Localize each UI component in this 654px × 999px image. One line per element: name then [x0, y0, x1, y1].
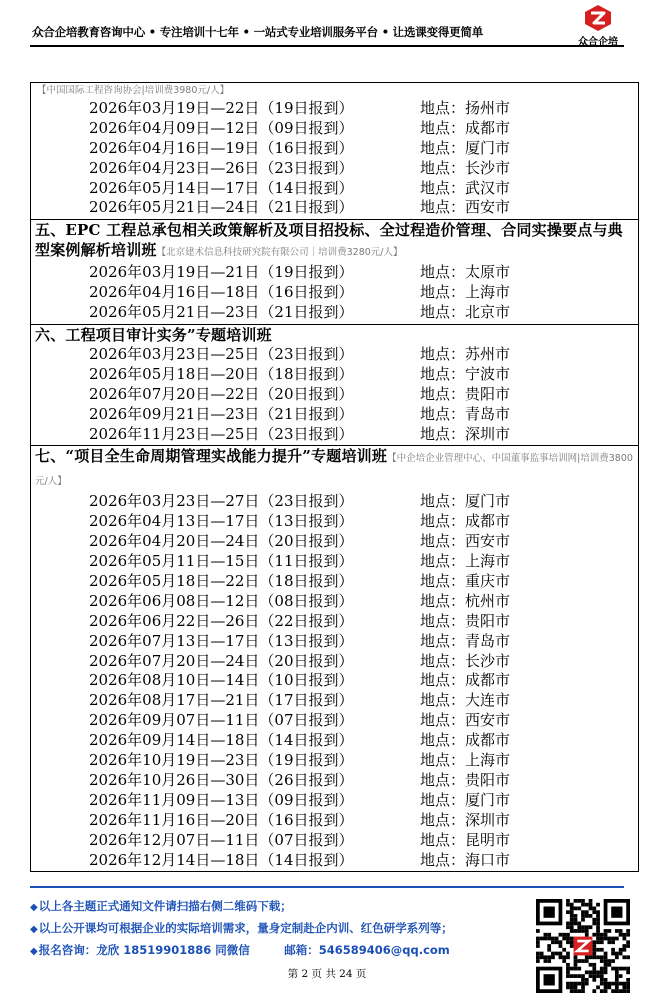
schedule-row — [31, 532, 638, 552]
session-dates: 2026年07月13日—17日（13日报到） — [89, 631, 354, 650]
schedule-row — [31, 139, 638, 159]
schedule-row — [31, 711, 638, 731]
schedule-row — [31, 119, 638, 139]
session-location: 地点：西安市 — [420, 711, 511, 730]
session-location: 地点：宁波市 — [420, 364, 511, 383]
schedule-row — [31, 303, 638, 323]
session-dates: 2026年05月21日—24日（21日报到） — [89, 198, 354, 217]
session-location: 地点：武汉市 — [420, 178, 511, 197]
session-location: 地点：扬州市 — [420, 99, 511, 117]
session-location: 地点：太原市 — [420, 263, 511, 282]
schedule-row — [31, 425, 638, 445]
schedule-row — [31, 345, 638, 365]
organizer-fee-note: 【北京建术信息科技研究院有限公司｜培训费3280元/人】 — [156, 247, 403, 259]
session-location: 地点：上海市 — [420, 552, 511, 571]
footer-line-contact: ◆报名咨询：龙欣 18519901886 同微信 邮箱：546589406@qq.com — [30, 943, 450, 957]
diamond-bullet-icon: ◆ — [30, 902, 38, 913]
session-dates: 2026年05月11日—15日（11日报到） — [89, 552, 354, 571]
session-location: 地点：昆明市 — [420, 830, 511, 849]
schedule-row — [31, 405, 638, 425]
session-location: 地点：贵阳市 — [420, 611, 511, 630]
session-location: 地点：成都市 — [420, 118, 511, 137]
schedule-row — [31, 385, 638, 405]
session-dates: 2026年06月22日—26日（22日报到） — [89, 611, 354, 630]
course-title: 五、EPC 工程总承包相关政策解析及项目招投标、全过程造价管理、合同实操要点与典型案例解析培训班【北京建术信息科技研究院有限公司｜培训费3280元/人】 — [35, 221, 623, 260]
session-location: 地点：深圳市 — [420, 810, 511, 829]
schedule-row — [31, 771, 638, 791]
session-location: 地点：长沙市 — [420, 651, 511, 670]
session-dates: 2026年04月13日—17日（13日报到） — [89, 512, 354, 531]
schedule-row — [31, 365, 638, 385]
session-location: 地点：成都市 — [420, 671, 511, 690]
diamond-bullet-icon: ◆ — [30, 924, 38, 935]
schedule-row — [31, 691, 638, 711]
schedule-row — [31, 731, 638, 751]
session-location: 地点：青岛市 — [420, 404, 511, 423]
schedule-row — [31, 671, 638, 691]
schedule-row — [31, 512, 638, 532]
page-number: 第 2 页 共 24 页 — [287, 968, 367, 980]
course-title: 六、工程项目审计实务”专题培训班 — [35, 326, 272, 345]
session-dates: 2026年05月14日—17日（14日报到） — [89, 178, 354, 197]
session-dates: 2026年03月23日—25日（23日报到） — [89, 345, 354, 364]
session-dates: 2026年07月20日—22日（20日报到） — [89, 384, 354, 403]
logo-text: 众合企培 — [578, 37, 618, 48]
course-section — [31, 83, 638, 220]
page-header — [30, 16, 624, 46]
header-slogan: 众合企培教育咨询中心 • 专注培训十七年 • 一站式专业培训服务平台 • 让选课变得更简单 — [32, 25, 484, 39]
session-dates: 2026年12月14日—18日（14日报到） — [89, 850, 354, 869]
session-location: 地点：青岛市 — [420, 631, 511, 650]
schedule-row — [31, 592, 638, 612]
session-dates: 2026年04月20日—24日（20日报到） — [89, 532, 354, 551]
session-location: 地点：厦门市 — [420, 138, 511, 157]
header-divider — [30, 45, 624, 47]
session-dates: 2026年03月19日—22日（19日报到） — [89, 99, 354, 117]
schedule-row — [31, 283, 638, 303]
session-location: 地点：长沙市 — [420, 158, 511, 177]
schedule-row — [31, 851, 638, 871]
session-location: 地点：西安市 — [420, 532, 511, 551]
session-location: 地点：成都市 — [420, 512, 511, 531]
session-dates: 2026年05月18日—20日（18日报到） — [89, 364, 354, 383]
schedule-row — [31, 198, 638, 218]
course-title: 七、“项目全生命周期管理实战能力提升”专题培训班【中企培企业管理中心、中国董事监事培训网|培训费3800元/人】 — [35, 447, 633, 488]
session-dates: 2026年04月16日—18日（16日报到） — [89, 283, 354, 302]
session-location: 地点：上海市 — [420, 283, 511, 302]
session-dates: 2026年04月09日—12日（09日报到） — [89, 118, 354, 137]
session-dates: 2026年08月17日—21日（17日报到） — [89, 691, 354, 710]
course-section — [31, 325, 638, 446]
session-dates: 2026年04月16日—19日（16日报到） — [89, 138, 354, 157]
schedule-row — [31, 612, 638, 632]
schedule-row — [31, 159, 638, 179]
schedule-row — [31, 791, 638, 811]
schedule-row — [31, 632, 638, 652]
session-location: 地点：成都市 — [420, 731, 511, 750]
schedule-row — [31, 652, 638, 672]
session-dates: 2026年09月21日—23日（21日报到） — [89, 404, 354, 423]
session-dates: 2026年08月10日—14日（10日报到） — [89, 671, 354, 690]
footer-line-custom: ◆以上公开课均可根据企业的实际培训需求，量身定制赴企内训、红色研学系列等； — [30, 921, 453, 935]
organizer-fee-note: 【中国国际工程咨询协会|培训费3980元/人】 — [37, 85, 230, 96]
session-location: 地点：西安市 — [420, 198, 511, 217]
logo-icon — [584, 4, 612, 32]
session-dates: 2026年09月07日—11日（07日报到） — [89, 711, 354, 730]
session-location: 地点：重庆市 — [420, 572, 511, 591]
schedule-row — [31, 492, 638, 512]
session-dates: 2026年05月18日—22日（18日报到） — [89, 572, 354, 591]
session-location: 地点：杭州市 — [420, 591, 511, 610]
diamond-bullet-icon: ◆ — [30, 946, 38, 957]
schedule-row — [31, 552, 638, 572]
session-location: 地点：苏州市 — [420, 345, 511, 364]
session-dates: 2026年10月26日—30日（26日报到） — [89, 770, 354, 789]
session-location: 地点：贵阳市 — [420, 770, 511, 789]
session-location: 地点：大连市 — [420, 691, 511, 710]
session-dates: 2026年11月09日—13日（09日报到） — [89, 790, 354, 809]
session-dates: 2026年06月08日—12日（08日报到） — [89, 591, 354, 610]
schedule-table — [30, 82, 639, 872]
session-location: 地点：海口市 — [420, 850, 511, 869]
footer-line-download: ◆以上各主题正式通知文件请扫描右侧二维码下载； — [30, 899, 292, 913]
session-location: 地点：贵阳市 — [420, 384, 511, 403]
session-dates: 2026年04月23日—26日（23日报到） — [89, 158, 354, 177]
session-location: 地点：厦门市 — [420, 492, 511, 511]
schedule-row — [31, 179, 638, 199]
session-dates: 2026年11月16日—20日（16日报到） — [89, 810, 354, 829]
session-location: 地点：厦门市 — [420, 790, 511, 809]
organizer-fee-note: 【中企培企业管理中心、中国董事监事培训网|培训费3800元/人】 — [35, 453, 633, 488]
session-dates: 2026年09月14日—18日（14日报到） — [89, 731, 354, 750]
footer-divider — [30, 886, 624, 888]
schedule-row — [31, 99, 638, 119]
course-section — [31, 220, 638, 325]
schedule-row — [31, 751, 638, 771]
session-dates: 2026年03月19日—21日（19日报到） — [89, 263, 354, 282]
session-location: 地点：深圳市 — [420, 424, 511, 443]
session-dates: 2026年12月07日—11日（07日报到） — [89, 830, 354, 849]
schedule-row — [31, 811, 638, 831]
schedule-row — [31, 572, 638, 592]
course-section — [31, 446, 638, 872]
session-location: 地点：北京市 — [420, 303, 511, 322]
schedule-row — [31, 831, 638, 851]
session-dates: 2026年07月20日—24日（20日报到） — [89, 651, 354, 670]
session-dates: 2026年05月21日—23日（21日报到） — [89, 303, 354, 322]
session-location: 地点：上海市 — [420, 751, 511, 770]
company-logo — [572, 4, 624, 48]
session-dates: 2026年11月23日—25日（23日报到） — [89, 424, 354, 443]
schedule-row — [31, 263, 638, 283]
session-dates: 2026年03月23日—27日（23日报到） — [89, 492, 354, 511]
session-dates: 2026年10月19日—23日（19日报到） — [89, 751, 354, 770]
